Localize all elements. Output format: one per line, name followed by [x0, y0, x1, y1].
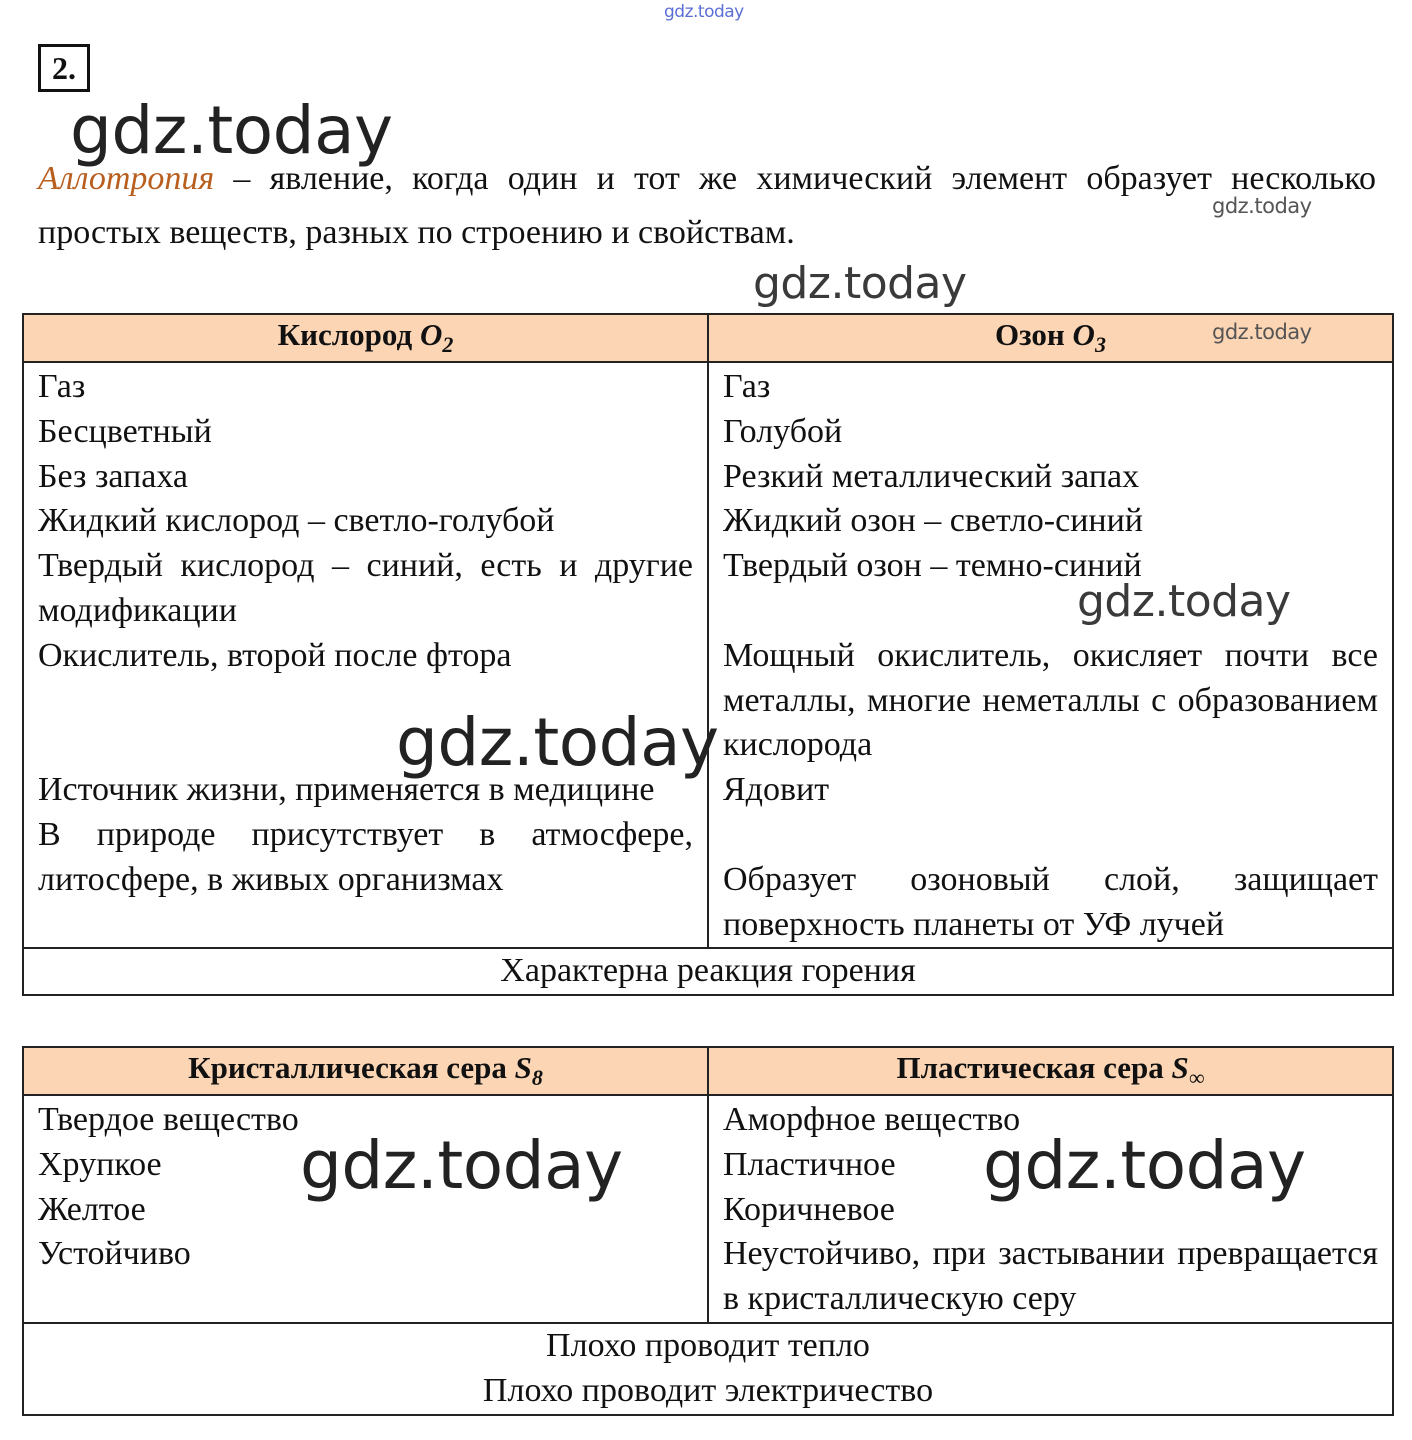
oxygen-common-property: Характерна реакция горения [23, 948, 1393, 995]
table-row [23, 1323, 1393, 1415]
watermark-small-right: gdz.today [1212, 194, 1312, 218]
crystalline-color: Желтое [38, 1190, 146, 1228]
ozone-properties-cell [708, 362, 1393, 948]
header-plastic-sulfur: Пластическая сера $S_\infty$ [708, 1047, 1393, 1095]
oxygen-liquid: Жидкий кислород – светло-голубой [38, 502, 555, 540]
sulfur-table [22, 1046, 1394, 1416]
oxygen-state: Газ [38, 368, 86, 405]
ozone-solid: Твердый озон – темно-синий [723, 547, 1142, 585]
oxygen-smell: Без запаха [38, 457, 188, 495]
table-row [23, 948, 1393, 995]
task-number: 2. [38, 44, 90, 92]
table-header-row [23, 1047, 1393, 1095]
ozone-smell: Резкий металлический запах [723, 457, 1140, 495]
crystalline-stability: Устойчиво [38, 1235, 191, 1273]
watermark-above-table: gdz.today [753, 258, 967, 309]
ozone-oxidizer: Мощный окислитель, окисляет почти все металлы, многие неметаллы с образованием кислорода [723, 636, 1378, 764]
definition-paragraph [38, 152, 1376, 260]
watermark-ozone-column: gdz.today [1077, 576, 1291, 627]
oxygen-life: Источник жизни, применяется в медицине [38, 771, 655, 809]
oxygen-oxidizer: Окислитель, второй после фтора [38, 636, 512, 674]
oxygen-solid: Твердый кислород – синий, есть и другие модификации [38, 547, 693, 629]
watermark-table-center: gdz.today [396, 704, 719, 781]
oxygen-nature: В природе присутствует в атмосфере, литосфере, в живых организмах [38, 815, 693, 898]
plastic-color: Коричневое [723, 1190, 895, 1228]
oxygen-ozone-table [22, 313, 1394, 996]
watermark-sulfur-right: gdz.today [983, 1127, 1306, 1204]
watermark-large-top-left: gdz.today [70, 92, 393, 169]
header-oxygen: Кислород $O_2$ [23, 314, 708, 362]
crystalline-state: Твердое вещество [38, 1101, 299, 1138]
ozone-toxic: Ядовит [723, 771, 830, 809]
sulfur-heat-conductivity: Плохо проводит тепло [546, 1326, 870, 1364]
sulfur-common-properties [23, 1323, 1393, 1415]
definition-term: Аллотропия [38, 160, 215, 197]
ozone-layer: Образует озоновый слой, защищает поверхность планеты от УФ лучей [723, 860, 1378, 943]
watermark-sulfur-left: gdz.today [300, 1127, 623, 1204]
plastic-plasticity: Пластичное [723, 1145, 896, 1183]
ozone-color: Голубой [723, 412, 843, 450]
crystalline-brittle: Хрупкое [38, 1145, 162, 1183]
watermark-top: gdz.today [664, 2, 744, 22]
plastic-state: Аморфное вещество [723, 1101, 1021, 1138]
sulfur-electric-conductivity: Плохо проводит электричество [482, 1371, 934, 1409]
oxygen-properties-cell [23, 362, 708, 948]
table-row [23, 362, 1393, 948]
ozone-liquid: Жидкий озон – светло-синий [723, 502, 1144, 540]
oxygen-color: Бесцветный [38, 412, 212, 450]
header-crystalline-sulfur: Кристаллическая сера $S_8$ [23, 1047, 708, 1095]
table-header-row [23, 314, 1393, 362]
header-ozone: Озон $O_3$ [708, 314, 1393, 362]
watermark-header: gdz.today [1212, 320, 1312, 344]
ozone-state: Газ [723, 368, 771, 405]
plastic-stability: Неустойчиво, при застывании превращается в кристаллическую серу [723, 1235, 1378, 1318]
definition-text: – явление, когда один и тот же химический элемент образует несколько простых веществ, разных по строению и свойствам. [38, 160, 1376, 251]
